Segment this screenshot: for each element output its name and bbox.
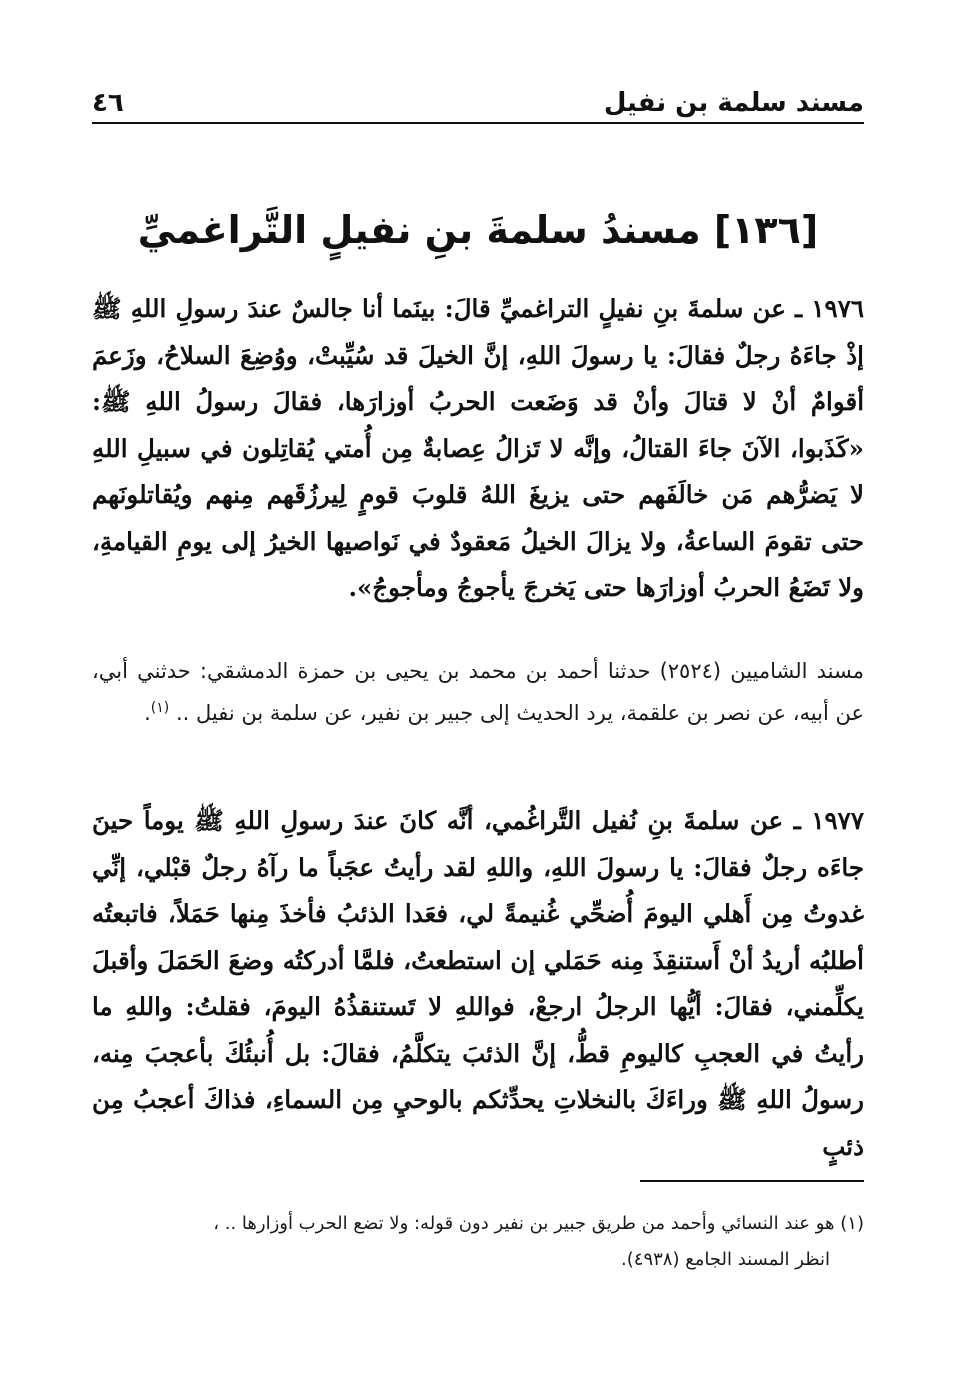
footnote-1 <box>92 1206 864 1278</box>
hadith-1976-source-body: مسند الشاميين (٢٥٢٤) حدثنا أحمد بن محمد بن يحيى بن حمزة الدمشقي: حدثني أبي، عن أبيه، عن نصر بن علقمة، يرد الحديث إلى جبير بن نفير، عن سلمة بن نفيل .. $^{(١)}$. <box>92 659 864 725</box>
hadith-1976-body <box>92 286 864 612</box>
hadith-1977-text: ـ عن سلمةَ بنِ نُفيل التَّراغُمي، أنَّه كانَ عندَ رسولِ اللهِ ﷺ يوماً حينَ جاءَه رجلٌ فقالَ: يا رسولَ اللهِ، واللهِ لقد رأيتُ عجَباً ما رآهُ رجلٌ قبْلي، إنِّي غدوتُ مِن أَهلي اليومَ أُضحِّي غُنيمةً لي، فعَدا الذئبُ فأخذَ مِنها حَمَلاً، فاتبعتُه أطلبُه أريدُ أنْ أَستنقِذَ مِنه حَمَلي إن استطعتُ، فلمَّا أدركتُه وضعَ الحَمَلَ وأقبلَ يكلِّمني، فقالَ: أيُّها الرجلُ ارجعْ، فواللهِ لا تَستنقذُهُ اليومَ، فقلتُ: واللهِ ما رأيتُ في العجبِ كاليومِ قطُّ، إنَّ الذئبَ يتكلَّمُ، فقالَ: بل أُنبئُكَ بأعجبَ مِنه، رسولُ اللهِ ﷺ وراءَكَ بالنخلاتِ يحدِّثكم بالوحيِ مِن السماءِ، فذاكَ أعجبُ مِن ذئبٍ <box>92 806 864 1161</box>
hadith-1977-body <box>92 798 864 1170</box>
hadith-1976-source <box>92 650 864 734</box>
footnote-ref-1[interactable]: (١) <box>150 700 170 716</box>
footnote-1-line-2: انظر المسند الجامع (٤٩٣٨). <box>621 1249 830 1270</box>
hadith-1976 <box>92 286 864 612</box>
hadith-1977-number: ١٩٧٧ <box>811 806 864 835</box>
running-title: مسند سلمة بن نفيل <box>603 88 864 118</box>
hadith-1976-text: ـ عن سلمةَ بنِ نفيلٍ التراغميِّ قالَ: بينَما أنا جالسٌ عندَ رسولِ اللهِ ﷺ إذْ جاءَهُ رجلٌ فقالَ: يا رسولَ اللهِ، إنَّ الخيلَ قد سُيِّبتْ، ووُضِعَ السلاحُ، وزَعمَ أقوامٌ أنْ لا قتالَ وأنْ قد وَضَعت الحربُ أوزارَها، فقالَ رسولُ اللهِ ﷺ: «كَذَبوا، الآنَ جاءَ القتالُ، وإنَّه لا تَزالُ عِصابةٌ مِن أُمتي يُقاتِلون في سبيلِ اللهِ لا يَضرُّهم مَن خالَفَهم حتى يزيغَ اللهُ قلوبَ قومٍ لِيرزُقَهم مِنهم ويُقاتلونَهم حتى تقومَ الساعةُ، ولا يزالَ الخيلُ مَعقودٌ في نَواصيها الخيرُ إلى يومِ القيامةِ، ولا تَضَعُ الحربُ أوزارَها حتى يَخرجَ يأجوجُ ومأجوجُ». <box>92 294 864 602</box>
section-title: [١٣٦] مسندُ سلمةَ بنِ نفيلٍ التَّراغميِّ <box>137 208 819 252</box>
page-number: ٤٦ <box>92 88 124 118</box>
footnote-divider <box>640 1180 864 1182</box>
footnote-1-text-1: هو عند النسائي وأحمد من طريق جبير بن نفير دون قوله: ولا تضع الحرب أوزارها .. ، <box>213 1213 835 1234</box>
hadith-1976-number: ١٩٧٦ <box>811 294 865 323</box>
footnote-1-line-1 <box>92 1206 864 1242</box>
running-header <box>92 80 864 124</box>
hadith-1977 <box>92 798 864 1170</box>
footnote-1-marker: (١) <box>840 1213 864 1234</box>
hadith-1976-source-text: مسند الشاميين (٢٥٢٤) حدثنا أحمد بن محمد بن يحيى بن حمزة الدمشقي: حدثني أبي، عن أبيه، عن نصر بن علقمة، يرد الحديث إلى جبير بن نفير، عن سلمة بن نفيل .. <box>92 659 864 725</box>
